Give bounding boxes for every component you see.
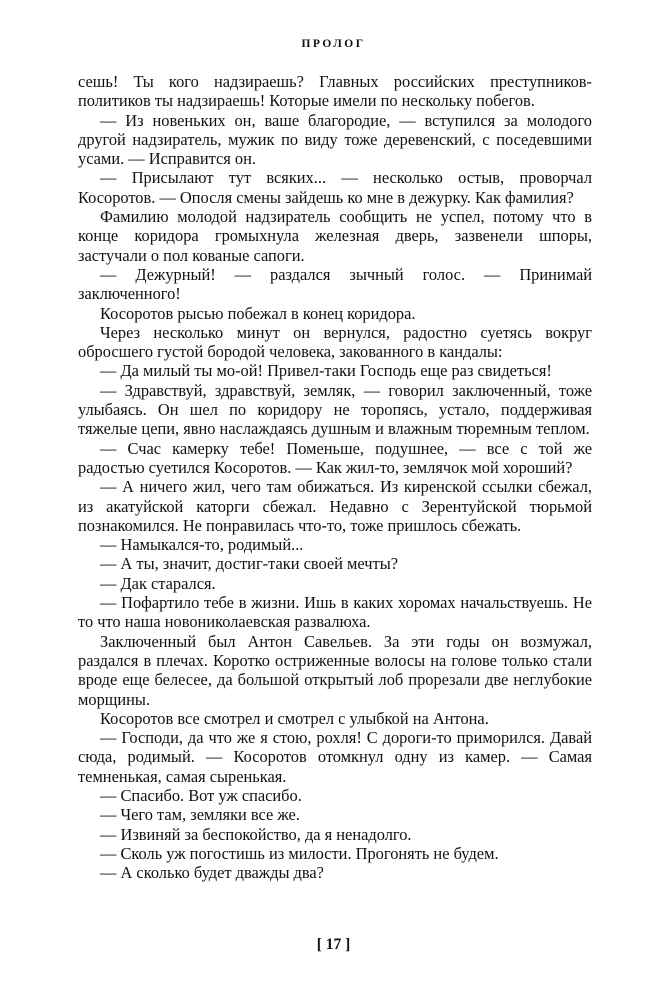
paragraph: — Спасибо. Вот уж спасибо. xyxy=(100,785,302,805)
paragraph: Через несколько минут он вернулся, радостно суетясь вокруг обросшего густой бородой человека, закованного в кандалы: xyxy=(78,322,592,362)
body-text xyxy=(78,72,592,882)
paragraph: сешь! Ты кого надзираешь? Главных российских преступников-политиков ты надзираешь! Которые имели по нескольку побегов. xyxy=(78,72,592,111)
paragraph: — Чего там, земляки все же. xyxy=(100,805,300,825)
paragraph: — Пофартило тебе в жизни. Ишь в каких хоромах начальствуешь. Не то что наша новониколаевская развалюха. xyxy=(78,593,592,632)
paragraph: — Господи, да что же я стою, рохля! С дороги-то приморился. Давай сюда, родимый. — Косоротов отомкнул одну из камер. — Самая темненькая, самая сыренькая. xyxy=(78,728,592,786)
paragraph: — Да милый ты мо-ой! Привел-таки Господь еще раз свидеться! xyxy=(100,361,552,381)
paragraph: — Намыкался-то, родимый... xyxy=(100,535,304,555)
page-number: [ 17 ] xyxy=(316,936,351,953)
paragraph: — А сколько будет дважды два? xyxy=(100,863,324,883)
paragraph: — Из новеньких он, ваше благородие, — вступился за молодого другой надзиратель, мужик по виду тоже деревенский, с поседевшими усами. — Исправится он. xyxy=(78,110,592,169)
running-head: ПРОЛОГ xyxy=(301,38,366,50)
paragraph: — Извиняй за беспокойство, да я ненадолго. xyxy=(100,824,412,844)
paragraph: — Дак старался. xyxy=(100,573,216,593)
paragraph: — Присылают тут всяких... — несколько остыв, проворчал Косоротов. — Опосля смены зайдешь ко мне в дежурку. Как фамилия? xyxy=(78,168,592,207)
paragraph: Заключенный был Антон Савельев. За эти годы он возмужал, раздался в плечах. Коротко остриженные волосы на голове только стали вроде еще белесее, да большой открытый лоб прорезали две неглубокие морщины. xyxy=(78,631,592,709)
paragraph: Косоротов все смотрел и смотрел с улыбкой на Антона. xyxy=(100,708,489,728)
paragraph: — А ничего жил, чего там обижаться. Из киренской ссылки сбежал, из акатуйской каторги сбежал. Недавно с Зерентуйской тюрьмой познакомился. Не понравилась что-то, тоже пришлось сбежать. xyxy=(78,477,592,535)
paragraph: — Здравствуй, здравствуй, земляк, — говорил заключенный, тоже улыбаясь. Он шел по коридору не торопясь, устало, поддерживая тяжелые цепи, явно наслаждаясь душным и влажным тюремным теплом. xyxy=(78,380,592,439)
paragraph: — Счас камерку тебе! Поменьше, подушнее, — все с той же радостью суетился Косоротов. — Как жил-то, землячок мой хороший? xyxy=(78,438,592,477)
paragraph: — Сколь уж погостишь из милости. Прогонять не будем. xyxy=(100,843,499,863)
paragraph: Фамилию молодой надзиратель сообщить не успел, потому что в конце коридора громыхнула железная дверь, зазвенели шпоры, застучали о пол кованые сапоги. xyxy=(78,207,592,265)
paragraph: — Дежурный! — раздался зычный голос. — Принимай заключенного! xyxy=(78,264,592,304)
paragraph: Косоротов рысью побежал в конец коридора. xyxy=(100,303,416,323)
paragraph: — А ты, значит, достиг-таки своей мечты? xyxy=(100,554,398,574)
